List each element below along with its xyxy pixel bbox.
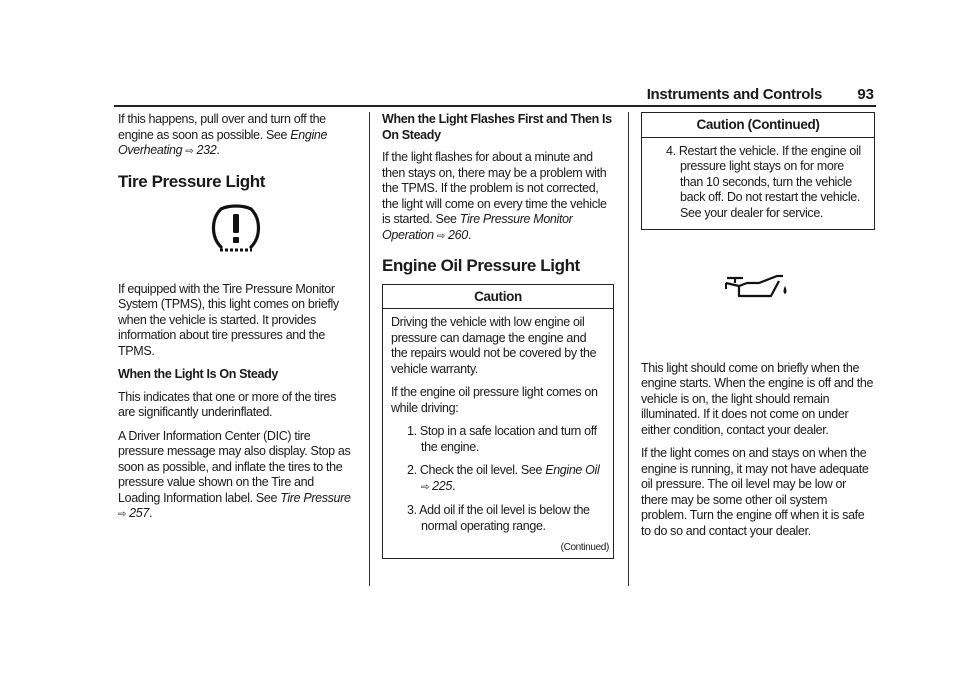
caution-title: Caution: [383, 285, 613, 310]
tire-pressure-warning-icon: [118, 203, 354, 260]
paragraph: A Driver Information Center (DIC) tire pressure message may also display. Stop as soon as possible, and inflate the tires to the pressure value shown on the Tire and Loading Information label. See Tire Pressure ⇨ 257.: [118, 428, 351, 520]
paragraph: If the light comes on and stays on when the engine is running, it may not have adequate oil pressure. The oil level may be low or there may be some other oil system problem. Turn the engine off when it is safe to do so and contact your dealer.: [641, 446, 869, 538]
caution-body: [642, 138, 874, 230]
header-rule: [114, 105, 876, 107]
caution-box-continued: [641, 112, 875, 230]
subheading: When the Light Is On Steady: [118, 367, 279, 381]
paragraph: If equipped with the Tire Pressure Monitor System (TPMS), this light comes on briefly when the vehicle is started. It provides information about tire pressures and the TPMS.: [118, 281, 339, 358]
page-header: [640, 86, 876, 104]
cross-reference-link[interactable]: Tire Pressure Monitor Operation: [382, 212, 573, 242]
caution-paragraph: If the engine oil pressure light comes on while driving:: [391, 385, 598, 415]
paragraph: This indicates that one or more of the tires are significantly underinflated.: [118, 389, 337, 419]
caution-title: Caution (Continued): [642, 113, 874, 138]
column-divider: [369, 112, 370, 586]
column-3: [641, 112, 875, 547]
caution-step: 3. Add oil if the oil level is below the normal operating range.: [407, 503, 590, 533]
paragraph: If the light flashes for about a minute and then stays on, there may be a problem with the TPMS. If the problem is not corrected, the light will come on every time the vehicle is started. See Tire Pressure Monitor Operation ⇨ 260.: [382, 150, 607, 242]
section-title: Instruments and Controls: [646, 86, 822, 103]
cross-reference-link[interactable]: Tire Pressure: [280, 490, 351, 505]
section-heading: Engine Oil Pressure Light: [382, 256, 580, 275]
column-divider: [628, 112, 629, 586]
caution-step: 1. Stop in a safe location and turn off the engine.: [407, 424, 597, 454]
section-heading: Tire Pressure Light: [118, 171, 266, 191]
cross-reference-page[interactable]: 257: [129, 506, 149, 520]
caution-steps: [391, 424, 605, 534]
cross-reference-link[interactable]: Engine Oil: [545, 463, 600, 477]
paragraph: This light should come on briefly when the engine starts. When the engine is off and the vehicle is on, the light should remain illuminated. If it does not come on under either condition, contact your dealer.: [641, 360, 874, 437]
continued-label: (Continued): [560, 542, 609, 553]
intro-paragraph: If this happens, pull over and turn off the engine as soon as possible. See Engine Overheating ⇨ 232.: [118, 112, 328, 157]
page-ref-arrow-icon: ⇨: [436, 230, 445, 242]
cross-reference-page[interactable]: 232: [196, 143, 217, 157]
caution-paragraph: Driving the vehicle with low engine oil pressure can damage the engine and the repairs would not be covered by the vehicle warranty.: [391, 315, 597, 376]
caution-steps: [650, 144, 866, 222]
subheading: When the Light Flashes First and Then Is On Steady: [382, 112, 612, 142]
page-number: 93: [857, 86, 874, 103]
oil-can-icon: [641, 272, 875, 311]
caution-step: 2. Check the oil level. See Engine Oil ⇨ 225.: [407, 463, 600, 493]
page-ref-arrow-icon: ⇨: [118, 509, 127, 520]
caution-step: 4. Restart the vehicle. If the engine oil pressure light stays on for more than 10 seconds, turn the vehicle back off. Do not restart the vehicle. See your dealer for service.: [666, 143, 861, 220]
column-1: [118, 112, 354, 531]
column-2: [382, 112, 614, 559]
cross-reference-page[interactable]: 225: [432, 478, 452, 493]
cross-reference-page[interactable]: 260: [448, 227, 468, 242]
caution-body: [383, 309, 613, 546]
page-ref-arrow-icon: ⇨: [421, 481, 430, 493]
caution-box: [382, 284, 614, 559]
page-ref-arrow-icon: ⇨: [185, 146, 194, 157]
cross-reference-link[interactable]: Engine Overheating: [118, 127, 328, 157]
